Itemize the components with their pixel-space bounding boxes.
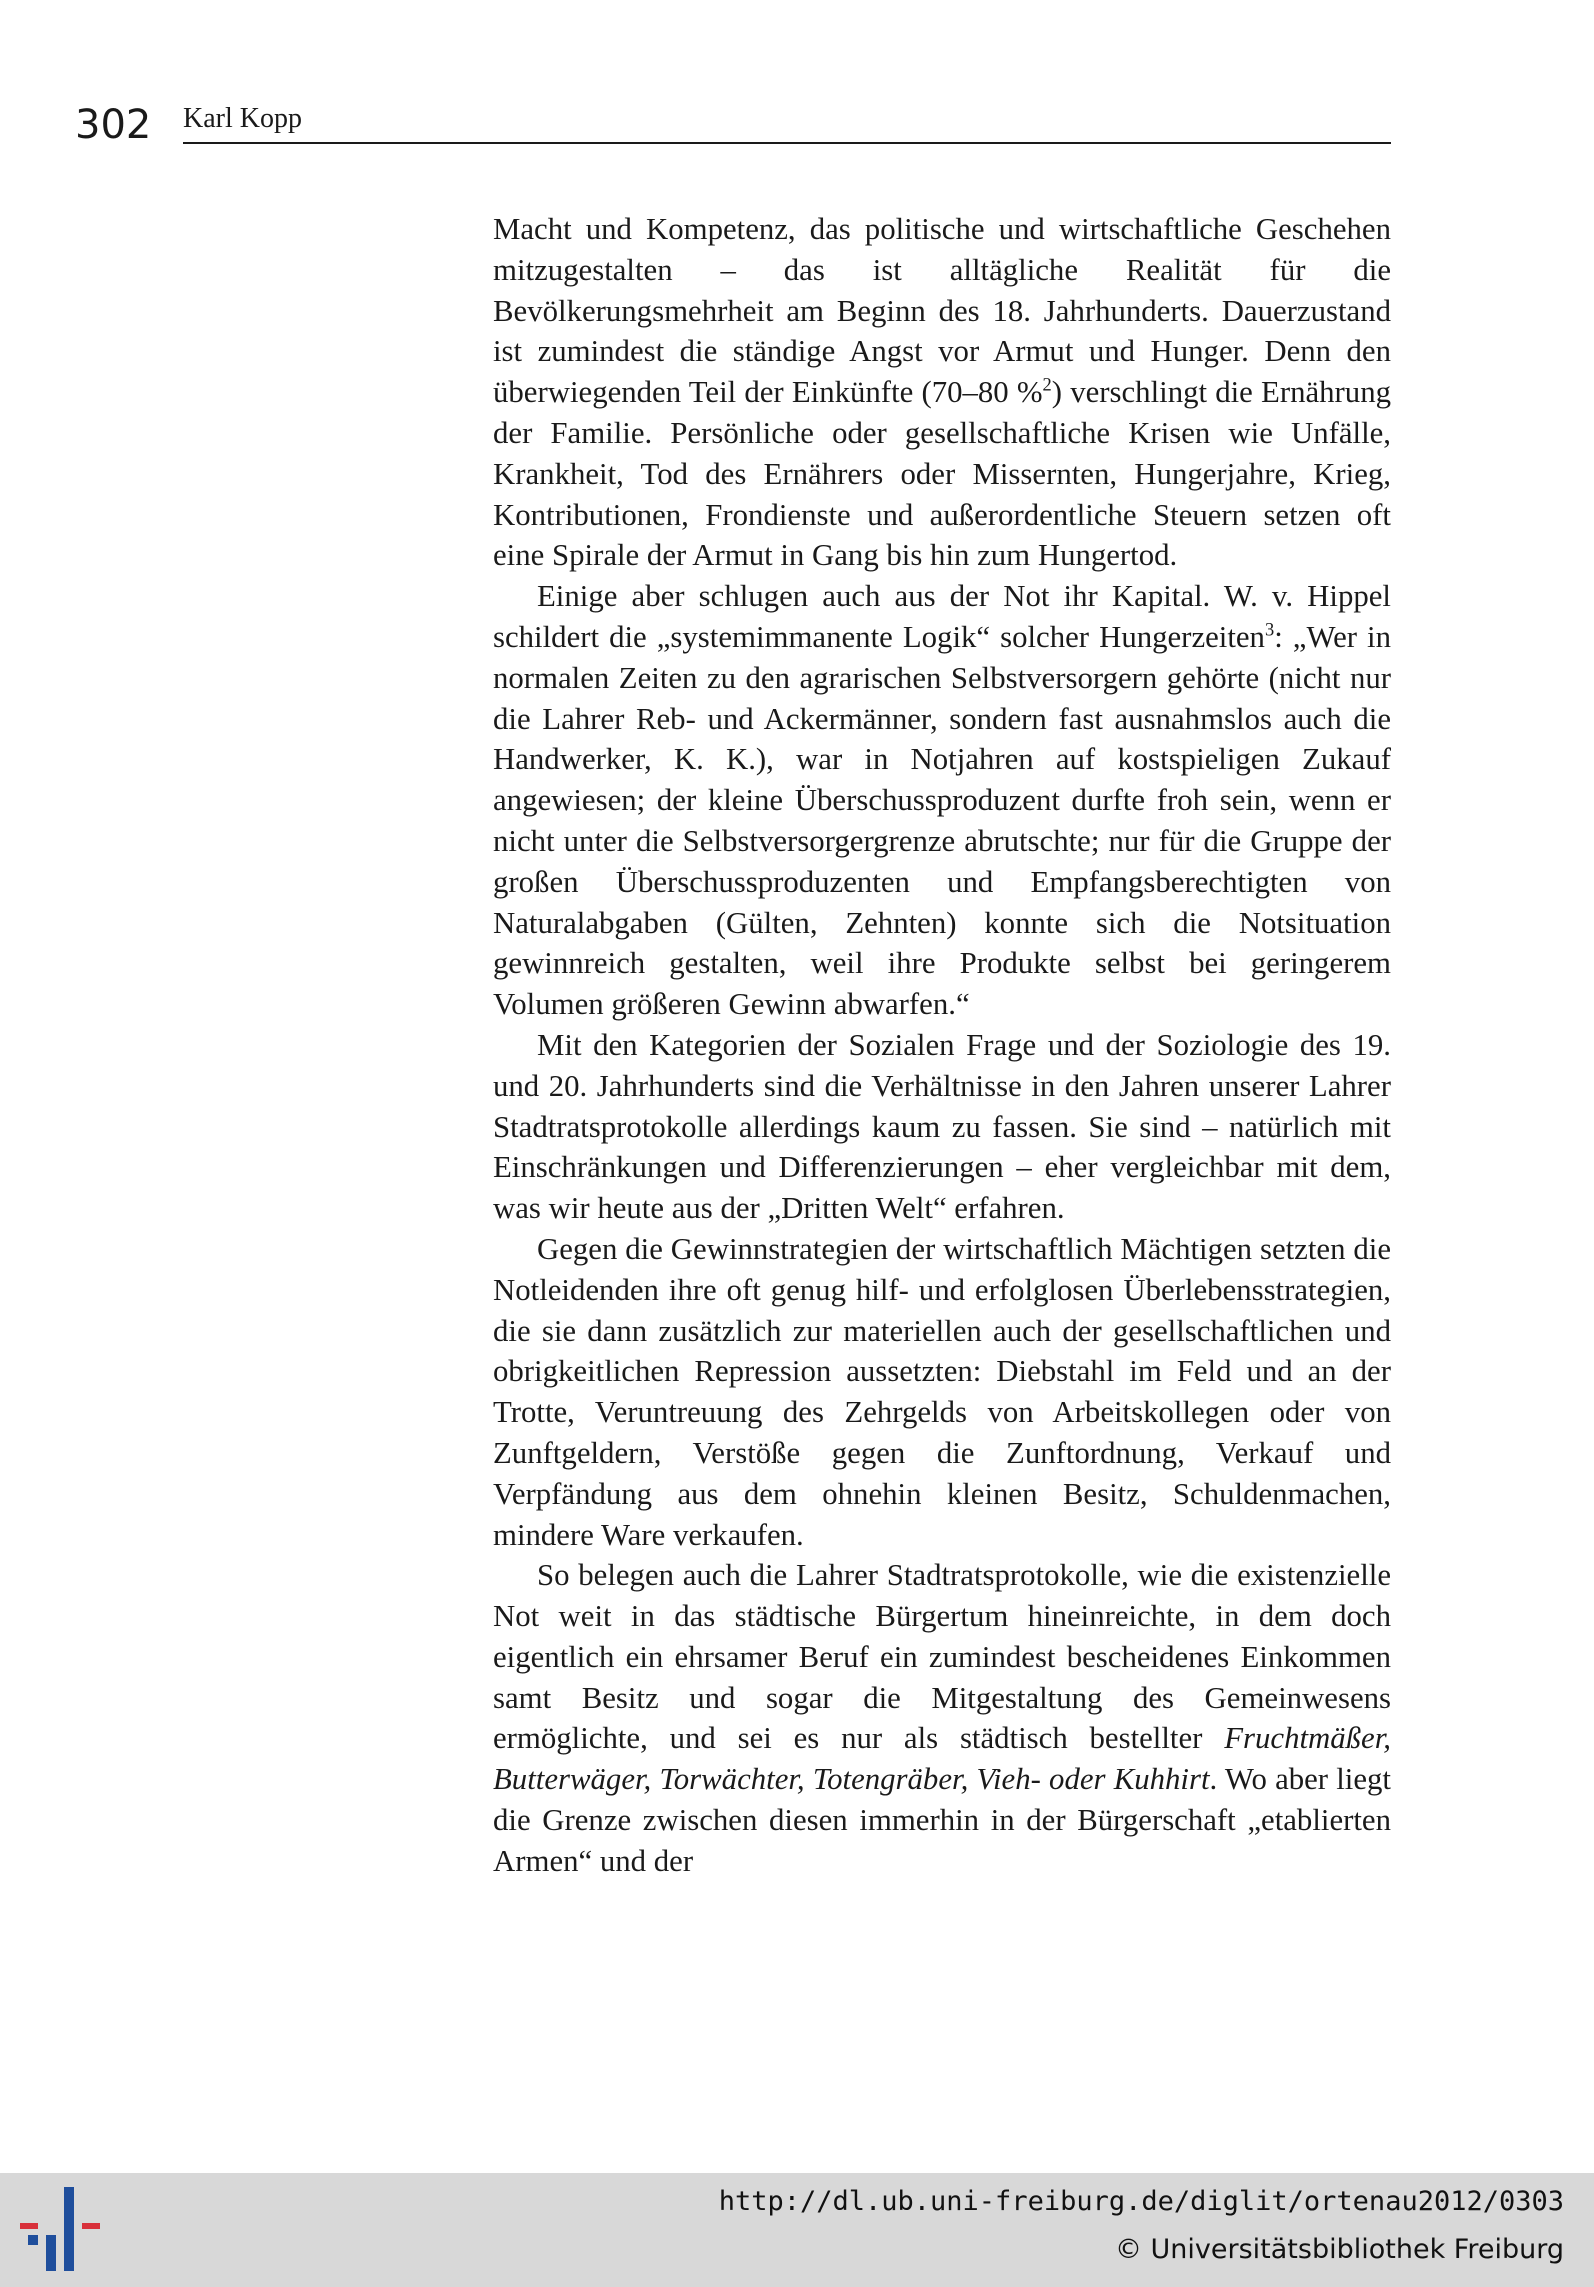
paragraph-5-text-a: So belegen auch die Lahrer Stadtratsprotokolle, wie die existenzielle Not weit in das städtische Bürgertum hineinreichte, in dem doch eigentlich ein ehrsamer Beruf ein zumindest bescheidenes Einkommen samt Besitz und sogar die Mitgestaltung des Gemeinwesens ermöglichte, und sei es nur als städtisch bestellter (493, 1558, 1391, 1756)
paragraph-3: Mit den Kategorien der Sozialen Frage und der Soziologie des 19. und 20. Jahrhunderts sind die Verhältnisse in den Jahren unserer Lahrer Stadtratsprotokolle allerdings kaum zu fassen. Sie sind – natürlich mit Einschränkungen und Differenzierungen – eher vergleichbar mit dem, was wir heute aus der „Dritten Welt“ erfahren. (493, 1027, 1391, 1226)
page-header (75, 100, 1391, 148)
paragraph-2-text-b: : „Wer in normalen Zeiten zu den agrarischen Selbstversorgern gehörte (nicht nur die Lahrer Reb- und Ackermänner, sondern fast ausnahmslos auch die Handwerker, K. K.), war in Notjahren auf kostspieligen Zukauf angewiesen; der kleine Überschussproduzent durfte froh sein, wenn er nicht unter die Selbstversorgergrenze abrutschte; nur für die Gruppe der großen Überschussproduzenten und Empfangsberechtigten von Naturalabgaben (Gülten, Zehnten) konnte sich die Notsituation gewinnreich gestalten, weil ihre Produkte selbst bei geringerem Volumen größeren Gewinn abwarfen.“ (493, 619, 1391, 1022)
paragraph-1 (493, 209, 1391, 576)
copyright-notice: © Universitätsbibliothek Freiburg (1114, 2234, 1564, 2265)
running-head: Karl Kopp (183, 103, 302, 134)
paragraph-5-text-b: . Wo aber liegt die Grenze zwischen diesen immerhin in der Bürgerschaft „etablierten Armen“ und der (493, 1762, 1391, 1878)
paragraph-1-text-a: Macht und Kompetenz, das politische und wirtschaftliche Geschehen mitzugestalten – das ist alltägliche Realität für die Bevölkerungsmehrheit am Beginn des 18. Jahrhunderts. Dauerzustand ist zumindest die ständige Angst vor Armut und Hunger. Denn den überwiegenden Teil der Einkünfte (70–80 % (493, 212, 1391, 410)
source-url-link[interactable]: http://dl.ub.uni-freiburg.de/diglit/ortenau2012/0303 (718, 2186, 1564, 2217)
footnote-marker-2[interactable]: 2 (1042, 374, 1052, 395)
paragraph-5 (493, 1555, 1391, 1881)
header-rule (183, 142, 1391, 144)
paragraph-2 (493, 576, 1391, 1025)
body-text (493, 209, 1391, 1882)
paragraph-4: Gegen die Gewinnstrategien der wirtschaftlich Mächtigen setzten die Notleidenden ihre oft genug hilf- und erfolglosen Überlebensstrategien, die sie dann zusätzlich zur materiellen auch der gesellschaftlichen und obrigkeitlichen Repression aussetzten: Diebstahl im Feld und an der Trotte, Veruntreuung des Zehrgelds von Arbeitskollegen oder von Zunftgeldern, Verstöße gegen die Zunftordnung, Verkauf und Verpfändung aus dem ohnehin kleinen Besitz, Schuldenmachen, mindere Ware verkaufen. (493, 1231, 1391, 1552)
library-logo-icon (20, 2183, 100, 2277)
paragraph-1-text-b: ) verschlingt die Ernährung der Familie. Persönliche oder gesellschaftliche Krisen wie Unfälle, Krankheit, Tod des Ernährers oder Missernten, Hungerjahre, Krieg, Kontributionen, Frondienste und außerordentliche Steuern setzen oft eine Spirale der Armut in Gang bis hin zum Hungertod. (493, 375, 1392, 573)
paragraph-5-italic: Fruchtmäßer, Butterwäger, Torwächter, Totengräber, Vieh- oder Kuhhirt (493, 1721, 1391, 1797)
paragraph-2-text-a: Einige aber schlugen auch aus der Not ihr Kapital. W. v. Hippel schildert die „systemimmanente Logik“ solcher Hungerzeiten (493, 579, 1391, 654)
page-number: 302 (75, 102, 152, 148)
footnote-marker-3[interactable]: 3 (1264, 619, 1275, 640)
